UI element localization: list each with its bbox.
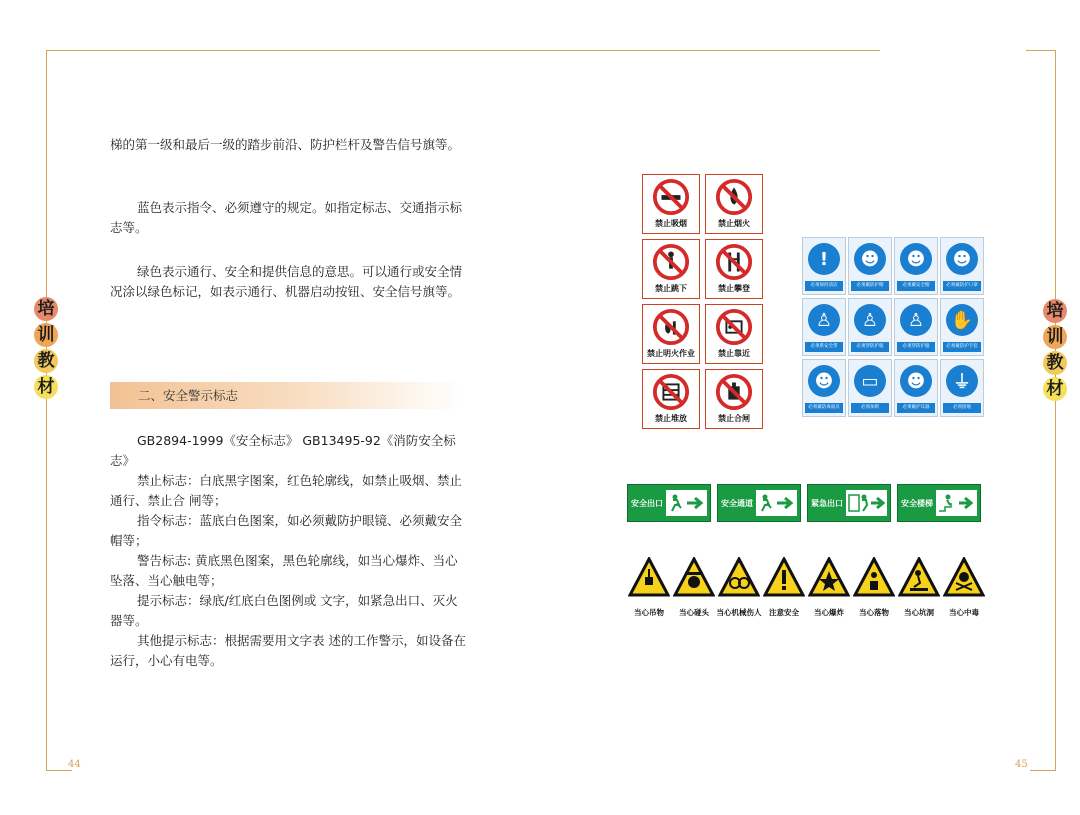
prohibition-sign [705, 239, 763, 299]
sign-label: 必须保持清洁 [805, 281, 843, 291]
sign-label: 必须系安全带 [805, 342, 843, 352]
tab-char: 材 [1043, 377, 1067, 401]
sign-label: 必须戴护耳器 [897, 403, 935, 413]
tab-char: 训 [1043, 325, 1067, 349]
sign-label: 必须戴防护口罩 [943, 281, 981, 291]
mandatory-sign [848, 237, 892, 295]
mandatory-sign [848, 298, 892, 356]
paragraph-green: 绿色表示通行、安全和提供信息的意思。可以通行或安全情况涂以绿色标记，如表示通行、机器启动按钮、安全信号旗等。 [110, 264, 463, 299]
no-approach-icon [715, 308, 753, 346]
sign-label: 必须戴安全帽 [897, 281, 935, 291]
mandatory-sign [802, 237, 846, 295]
sign-label: 必须穿防护服 [897, 342, 935, 352]
sign-label: 禁止合闸 [718, 414, 750, 423]
mandatory-icon: ☻ [900, 243, 932, 275]
tab-char: 训 [34, 323, 58, 347]
prohibition-sign [642, 174, 700, 234]
mandatory-icon: ♙ [900, 304, 932, 336]
sign-label: 禁止烟火 [718, 219, 750, 228]
warning-sign [853, 557, 895, 618]
sign-label: 当心爆炸 [814, 608, 844, 617]
mandatory-sign [894, 298, 938, 356]
no-switching-icon [715, 373, 753, 411]
side-tab-right [1042, 299, 1068, 403]
warning-sign [673, 557, 715, 618]
exit-sign [717, 484, 801, 522]
page-number-left: 44 [68, 759, 81, 770]
sign-label: 禁止靠近 [718, 349, 750, 358]
mandatory-sign [940, 298, 984, 356]
prohibition-sign [705, 369, 763, 429]
frame-left [46, 50, 47, 770]
sign-label: 禁止堆放 [655, 414, 687, 423]
sign-label: 注意安全 [769, 608, 799, 617]
tab-char: 培 [1043, 299, 1067, 323]
mandatory-sign [894, 359, 938, 417]
warning-desc: 警告标志: 黄底黑色图案，黑色轮廓线，如当心爆炸、当心坠落、当心触电等； [110, 553, 458, 588]
prohibition-signs [642, 174, 765, 429]
prohibition-sign [705, 174, 763, 234]
stairs-man-arrow-icon [936, 490, 977, 516]
sign-label: 当心坑洞 [904, 608, 934, 617]
no-jumping-icon [652, 243, 690, 281]
mandatory-icon: ▭ [854, 365, 886, 397]
warning-signs [628, 557, 985, 618]
falling-load-warning-icon [628, 557, 670, 599]
frame-bottom-left [46, 770, 72, 771]
other-desc: 其他提示标志：根据需要用文字表 述的工作警示，如设备在运行，小心有电等。 [110, 633, 466, 668]
no-climbing-icon [715, 243, 753, 281]
information-desc: 提示标志：绿底/红底白色图例或 文字，如紧急出口、灭火器等。 [110, 593, 458, 628]
section-heading: 二、安全警示标志 [110, 382, 462, 409]
sign-label: 安全出口 [631, 498, 663, 508]
sign-label: 必须加锁 [851, 403, 889, 413]
tab-char: 教 [34, 349, 58, 373]
caution-warning-icon [763, 557, 805, 599]
falling-objects-warning-icon [853, 557, 895, 599]
mandatory-sign [802, 298, 846, 356]
sign-label: 禁止跳下 [655, 284, 687, 293]
sign-label: 禁止明火作业 [647, 349, 695, 358]
mandatory-sign [802, 359, 846, 417]
explosion-warning-icon [808, 557, 850, 599]
frame-right [1055, 50, 1056, 770]
machinery-warning-icon [718, 557, 760, 599]
sign-label: 必须戴防护手套 [943, 342, 981, 352]
mandatory-icon: ☻ [854, 243, 886, 275]
sign-label: 安全楼梯 [901, 498, 933, 508]
tab-char: 教 [1043, 351, 1067, 375]
tab-char: 培 [34, 297, 58, 321]
mandatory-icon: ♙ [808, 304, 840, 336]
sign-label: 当心落物 [859, 608, 889, 617]
sign-label: 当心机械伤人 [716, 608, 762, 617]
sign-label: 必须穿防护服 [851, 342, 889, 352]
sign-label: 禁止吸烟 [655, 219, 687, 228]
exit-sign [807, 484, 891, 522]
section-body [110, 431, 468, 671]
frame-top-right [1026, 50, 1056, 51]
prohibition-desc: 禁止标志：白底黑字图案，红色轮廓线，如禁止吸烟、禁止通行、禁止合 闸等； [110, 473, 463, 508]
warning-sign [943, 557, 985, 618]
mandatory-icon: ♙ [854, 304, 886, 336]
tab-char: 材 [34, 375, 58, 399]
mandatory-icon: ⏚ [946, 365, 978, 397]
sign-label: 必须接地 [943, 403, 981, 413]
exit-signs [627, 484, 981, 522]
running-man-arrow-icon [756, 490, 797, 516]
mandatory-icon: ! [808, 243, 840, 275]
sign-label: 必须戴防护帽 [851, 281, 889, 291]
running-man-arrow-icon [846, 490, 887, 516]
frame-bottom-right [1030, 770, 1056, 771]
mandatory-desc: 指令标志：蓝底白色图案，如必须戴防护眼镜、必须戴安全帽等； [110, 513, 463, 548]
mandatory-sign [940, 359, 984, 417]
no-smoking-icon [652, 178, 690, 216]
page-number-right: 45 [1015, 759, 1028, 770]
sign-label: 紧急出口 [811, 498, 843, 508]
mandatory-sign [894, 237, 938, 295]
warning-sign [898, 557, 940, 618]
sign-label: 安全通道 [721, 498, 753, 508]
prohibition-sign [705, 304, 763, 364]
warning-sign [763, 557, 805, 618]
prohibition-sign [642, 239, 700, 299]
warning-sign [808, 557, 850, 618]
prohibition-sign [642, 369, 700, 429]
pit-warning-icon [898, 557, 940, 599]
mandatory-icon: ☻ [900, 365, 932, 397]
sign-label: 禁止攀登 [718, 284, 750, 293]
warning-sign [718, 557, 760, 618]
running-man-arrow-icon [666, 490, 707, 516]
prohibition-sign [642, 304, 700, 364]
mandatory-icon: ✋ [946, 304, 978, 336]
sign-label: 当心吊物 [634, 608, 664, 617]
warning-sign [628, 557, 670, 618]
mandatory-icon: ☻ [946, 243, 978, 275]
head-bump-warning-icon [673, 557, 715, 599]
exit-sign [897, 484, 981, 522]
sign-label: 当心中毒 [949, 608, 979, 617]
no-open-flame-icon [652, 308, 690, 346]
sign-label: 必须戴防毒面具 [805, 403, 843, 413]
mandatory-icon: ☻ [808, 365, 840, 397]
no-fire-icon [715, 178, 753, 216]
mandatory-signs [802, 237, 984, 417]
paragraph-blue: 蓝色表示指令、必须遵守的规定。如指定标志、交通指示标志等。 [110, 200, 463, 235]
side-tab-left [33, 297, 59, 401]
poison-warning-icon [943, 557, 985, 599]
mandatory-sign [940, 237, 984, 295]
standards-line: GB2894-1999《安全标志》 GB13495-92《消防安全标志》 [110, 433, 456, 468]
mandatory-sign [848, 359, 892, 417]
paragraph-stairs: 梯的第一级和最后一级的踏步前沿、防护栏杆及警告信号旗等。 [110, 137, 461, 152]
sign-label: 当心碰头 [679, 608, 709, 617]
no-stacking-icon [652, 373, 690, 411]
exit-sign [627, 484, 711, 522]
frame-top-left [46, 50, 880, 51]
